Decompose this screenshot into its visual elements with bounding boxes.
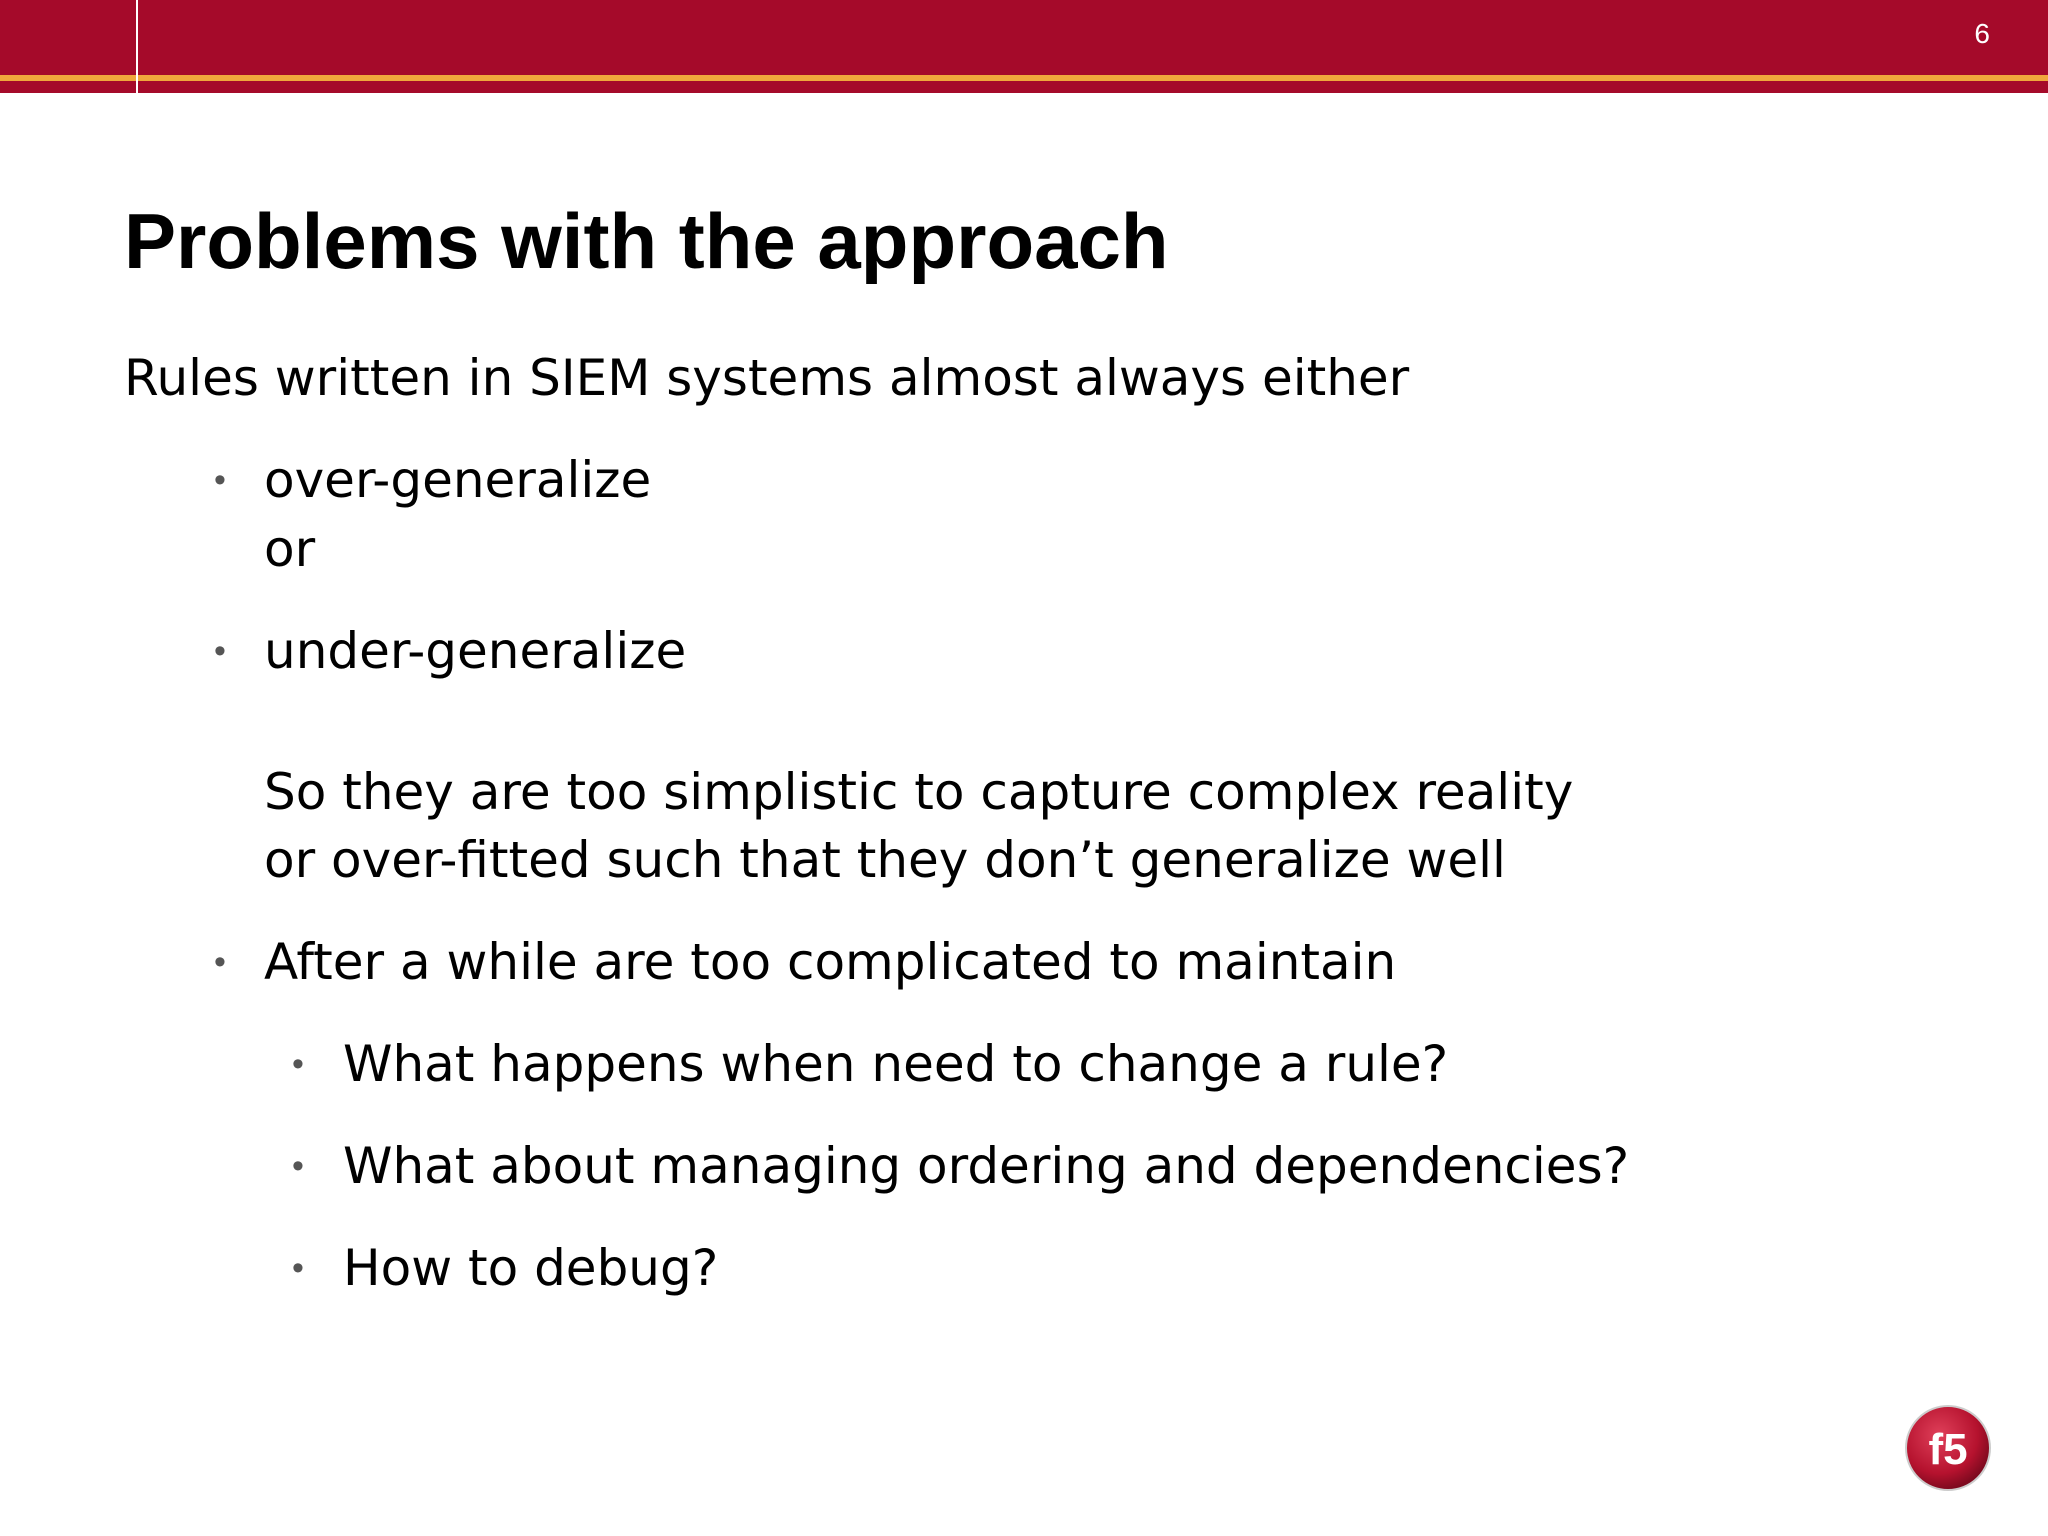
header-under-band (0, 81, 2048, 93)
f5-logo-icon (1902, 1402, 1994, 1494)
paragraph-line: So they are too simplistic to capture complex reality (264, 763, 1574, 821)
sub-list-item: What about managing ordering and dependencies? (343, 1137, 1630, 1195)
sub-list-item: How to debug? (343, 1239, 719, 1297)
sub-bullet-icon: • (292, 1249, 304, 1287)
bullet-icon: • (214, 461, 226, 499)
bullet-icon: • (214, 943, 226, 981)
paragraph-line: or over-fitted such that they don’t generalize well (264, 831, 1506, 889)
header-divider (136, 0, 138, 93)
header-bar (0, 0, 2048, 75)
logo-text: f5 (1928, 1425, 1968, 1474)
bullet-icon: • (214, 632, 226, 670)
list-item-continuation: or (264, 520, 316, 578)
sub-bullet-icon: • (292, 1147, 304, 1185)
slide-number: 6 (1974, 18, 1990, 49)
sub-bullet-icon: • (292, 1045, 304, 1083)
list-item-under-generalize: under-generalize (264, 622, 687, 680)
list-item-over-generalize: over-generalize (264, 451, 652, 509)
sub-list-item: What happens when need to change a rule? (343, 1035, 1449, 1093)
intro-text: Rules written in SIEM systems almost always either (124, 349, 1410, 407)
list-item-maintain: After a while are too complicated to maintain (264, 933, 1397, 991)
slide-title: Problems with the approach (124, 197, 1169, 285)
